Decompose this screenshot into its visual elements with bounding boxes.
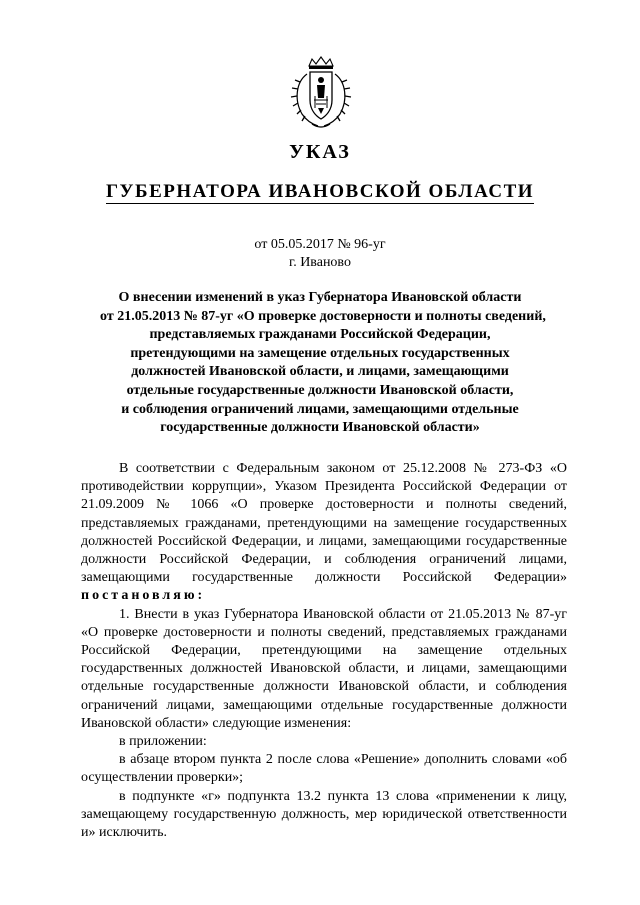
document-subtitle (0, 181, 640, 203)
document-subtitle-text: ГУБЕРНАТОРА ИВАНОВСКОЙ ОБЛАСТИ (105, 181, 535, 202)
heading-line: О внесении изменений в указ Губернатора Ивановской области (118, 290, 522, 305)
document-title: УКАЗ (289, 141, 351, 163)
body-paragraph: 1. Внести в указ Губернатора Ивановской области от 21.05.2013 № 87-уг «О проверке достоверности и полноты сведений, представляемых гражданами Российской Федерации, претендующими на замещение отдельных государственных должностей Ивановской области, и лицами, замещающими отдельные государственные должности Ивановской области, и соблюдения ограничений лицами, замещающими отдельные государственные должности Ивановской области» следующие изменения: (81, 606, 567, 731)
heading-line: представляемых гражданами Российской Федерации, (149, 327, 491, 343)
decree-word: постановляю: (81, 588, 206, 604)
heading-line: от 21.05.2013 № 87-уг «О проверке достоверности и полноты сведений, (100, 308, 546, 324)
heading-line: отдельные государственные должности Ивановской области, (126, 382, 514, 398)
preamble-text: В соответствии с Федеральным законом от 25.12.2008 № 273-ФЗ «О противодействии коррупции», Указом Президента Российской Федерации от 21.09.2009 № 1066 «О проверке достоверности и полноты сведений, представляемых гражданами, претендующими на замещение государственных должностей Российской Федерации, и лицами, замещающими государственные должности Российской Федерации, и соблюдения ограничений лицами, замещающими государственные должности Российской Федерации» (81, 461, 567, 586)
body-paragraph: в подпункте «г» подпункта 13.2 пункта 13 слова «применении к лицу, замещающему государственную должность, мер юридической ответственности и» исключить. (81, 788, 567, 841)
heading-line: государственные должности Ивановской области» (160, 420, 480, 436)
coat-of-arms-icon (290, 56, 352, 130)
heading-line: претендующими на замещение отдельных государственных (130, 345, 510, 361)
heading-line: и соблюдения ограничений лицами, замещающими отдельные (121, 401, 519, 417)
document-heading (100, 289, 546, 438)
document-city: г. Иваново (289, 255, 351, 270)
document-body (81, 460, 567, 842)
heading-line: должностей Ивановской области, и лицами, замещающими (131, 364, 509, 380)
document-date-number: от 05.05.2017 № 96-уг (254, 237, 386, 252)
preamble-paragraph (81, 460, 567, 606)
body-paragraph: в абзаце втором пункта 2 после слова «Решение» дополнить словами «об осуществлении проверки»; (81, 752, 567, 786)
body-paragraph: в приложении: (119, 734, 207, 750)
